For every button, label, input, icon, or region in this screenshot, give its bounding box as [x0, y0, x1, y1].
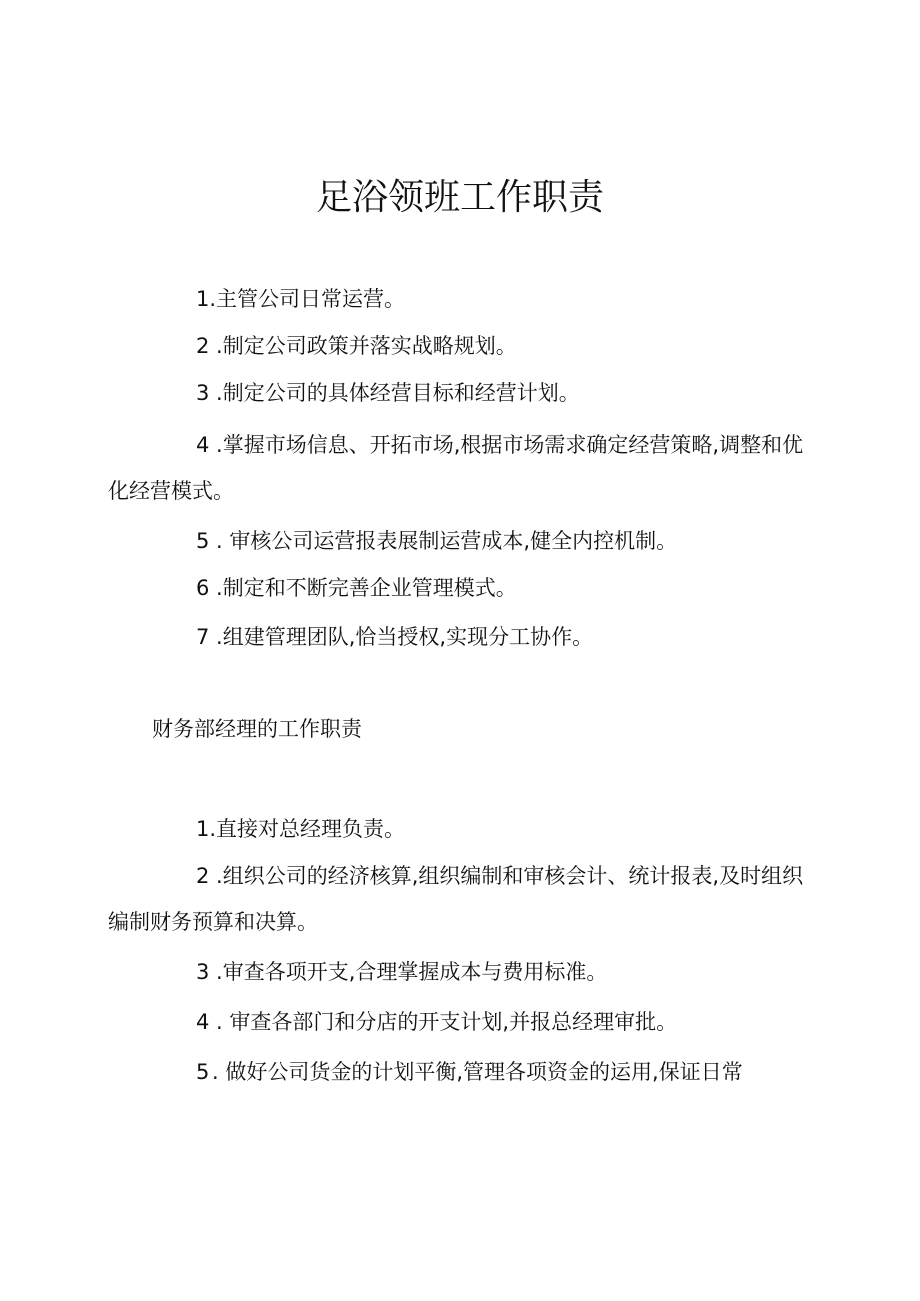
item-number: 2 — [196, 864, 210, 888]
item-number: 3 — [196, 381, 210, 405]
item-number: 4 — [196, 433, 210, 457]
duty-item — [108, 370, 816, 416]
item-text: .掌握市场信息、开拓市场,根据市场需求确定经营策略,调整和优化经营模式。 — [108, 433, 804, 503]
duty-item — [108, 276, 816, 322]
item-number: 5 — [196, 529, 210, 553]
finance-duty-item — [108, 949, 816, 995]
item-text: . 做好公司货金的计划平衡,管理各项资金的运用,保证日常 — [212, 1060, 743, 1084]
item-number: 7 — [196, 625, 210, 649]
item-number: 1 — [196, 817, 210, 841]
item-number: 5 — [196, 1060, 210, 1084]
finance-duty-item — [108, 853, 816, 945]
item-number: 6 — [196, 576, 210, 600]
finance-duty-item — [108, 999, 816, 1045]
item-number: 1 — [196, 287, 210, 311]
item-text: . 审核公司运营报表展制运营成本,健全内控机制。 — [209, 529, 678, 553]
item-number: 4 — [196, 1010, 210, 1034]
item-text: .制定和不断完善企业管理模式。 — [209, 576, 517, 600]
item-number: 2 — [196, 334, 210, 358]
finance-duty-item — [108, 1049, 816, 1095]
page-title: 足浴领班工作职责 — [315, 177, 604, 218]
duty-item — [108, 614, 816, 660]
finance-duty-item — [108, 806, 816, 852]
duty-item — [108, 565, 816, 611]
item-text: .制定公司的具体经营目标和经营计划。 — [209, 381, 580, 405]
item-text: .制定公司政策并落实战略规划。 — [209, 334, 517, 358]
section-heading: 财务部经理的工作职责 — [152, 717, 362, 741]
item-text: . 审查各部门和分店的开支计划,并报总经理审批。 — [209, 1010, 678, 1034]
duty-item — [108, 323, 816, 369]
item-text: .组织公司的经济核算,组织编制和审核会计、统计报表,及时组织编制财务预算和决算。 — [108, 864, 804, 934]
item-text: .审查各项开支,合理掌握成本与费用标准。 — [209, 960, 608, 984]
item-text: .直接对总经理负责。 — [209, 817, 406, 841]
duty-item — [108, 422, 816, 514]
item-text: .主管公司日常运营。 — [209, 287, 406, 311]
item-text: .组建管理团队,恰当授权,实现分工协作。 — [209, 625, 594, 649]
duty-item — [108, 518, 816, 564]
item-number: 3 — [196, 960, 210, 984]
